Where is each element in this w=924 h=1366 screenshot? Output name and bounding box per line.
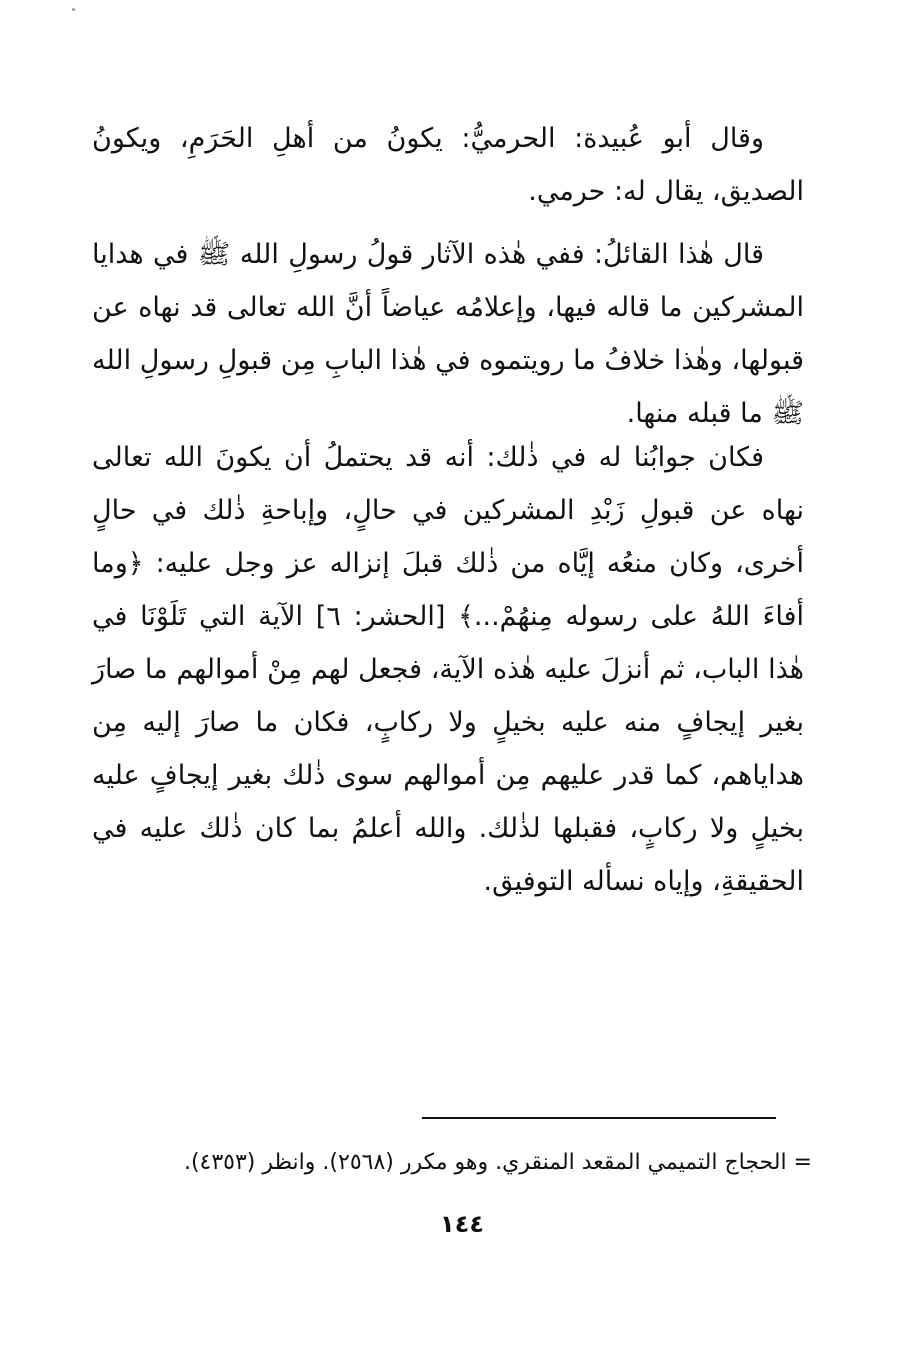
paragraph-answer	[92, 431, 804, 908]
paragraph-text: قال هٰذا القائلُ: ففي هٰذه الآثار قولُ رسولِ الله ﷺ في هدايا المشركين ما قاله فيها، وإعلامُه عياضاً أنَّ الله تعالى قد نهاه عن قبولها، وهٰذا خلافُ ما رويتموه في هٰذا البابِ مِن قبولِ رسولِ الله ﷺ ما قبله منها.	[92, 239, 804, 429]
scan-speck	[72, 8, 75, 11]
paragraph-text: فكان جوابُنا له في ذٰلك: أنه قد يحتملُ أن يكونَ الله تعالى نهاه عن قبولِ زَبْدِ المشركين في حالٍ، وإباحةِ ذٰلك في حالٍ أخرى، وكان منعُه إيَّاه من ذٰلك قبلَ إنزاله عز وجل عليه: ﴿وما أفاءَ اللهُ على رسوله مِنهُمْ...﴾ [الحشر: ٦] الآية التي تَلَوْنَا في هٰذا الباب، ثم أنزلَ عليه هٰذه الآية، فجعل لهم مِنْ أموالهم ما صارَ بغير إيجافٍ منه عليه بخيلٍ ولا ركابٍ، فكان ما صارَ إليه مِن هداياهم، كما قدر عليهم مِن أموالهم سوى ذٰلك بغير إيجافٍ عليه بخيلٍ ولا ركابٍ، فقبلها لذٰلك. والله أعلمُ بما كان ذٰلك عليه في الحقيقةِ، وإياه نسأله التوفيق.	[92, 442, 804, 897]
paragraph-objection	[92, 228, 804, 440]
page-number: ١٤٤	[440, 1210, 484, 1238]
footnote-separator	[422, 1117, 776, 1119]
paragraph-abu-ubayda	[92, 112, 804, 218]
footnote: = الحجاج التميمي المقعد المنقري. وهو مكرر (٢٥٦٨). وانظر (٤٣٥٣).	[183, 1150, 812, 1175]
paragraph-text: وقال أبو عُبيدة: الحرميُّ: يكونُ من أهلِ الحَرَمِ، ويكونُ الصديق، يقال له: حرمي.	[92, 123, 804, 207]
